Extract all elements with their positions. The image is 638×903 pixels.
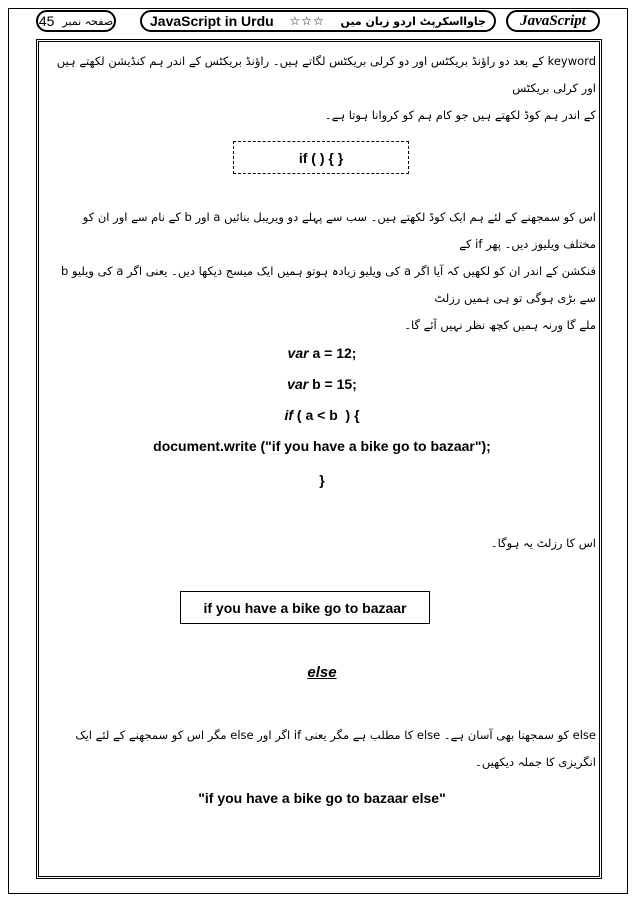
code-line-4: document.write ("if you have a bike go to bazaar"); (153, 438, 491, 454)
paragraph-line: keyword کے بعد دو راؤنڈ بریکٹس اور دو کرلی بریکٹس لگاتے ہیں۔ راؤنڈ بریکٹس کے اندر ہم کنڈیشن لکھتے ہیں اور کرلی بریکٹس (56, 54, 596, 95)
code-text: b = 15; (308, 376, 357, 392)
syntax-box: if ( ) { } (233, 141, 409, 174)
paragraph-explanation (48, 204, 596, 339)
code-text: a = 12; (308, 345, 357, 361)
code-keyword: if (284, 407, 294, 423)
else-heading: else (307, 664, 337, 681)
brand-box (506, 10, 600, 32)
example-quote: "if you have a bike go to bazaar else" (198, 790, 446, 806)
page-number-label: صفحہ نمبر (62, 14, 114, 28)
paragraph-line: کے اندر ہم کوڈ لکھتے ہیں جو کام ہم کو کروانا ہوتا ہے۔ (324, 108, 596, 122)
paragraph-result-intro: اس کا رزلٹ یہ ہوگا۔ (490, 536, 596, 550)
paragraph-else: else کو سمجھنا بھی آسان ہے۔ else کا مطلب ہے مگر یعنی if اگر اور else مگر اس کو سمجھنے کے لئے ایک انگریزی کا جملہ دیکھیں۔ (75, 728, 596, 769)
code-line-5: } (319, 472, 325, 488)
title-english: JavaScript in Urdu (150, 13, 274, 29)
code-line-3 (48, 407, 596, 423)
star-icons: ☆☆☆ (289, 14, 325, 28)
code-keyword: var (287, 345, 309, 361)
page-number-box (36, 10, 116, 32)
code-keyword: var (287, 376, 309, 392)
title-urdu: جاوااسکرپٹ اردو زبان میں (340, 14, 486, 28)
paragraph-line: فنکشن کے اندر ان کو لکھیں کہ آیا اگر a کی ویلیو زیادہ ہوتو ہمیں ایک میسج دیکھا دیں۔ یعنی اگر a کی ویلیو b سے بڑی ہوگی تو ہی ہمیں رزلٹ (61, 264, 596, 305)
code-line-2 (48, 376, 596, 392)
brand-label: JavaScript (520, 12, 586, 29)
page-number: 45 (38, 13, 55, 29)
code-text: ( a < b ) { (293, 407, 360, 423)
result-box: if you have a bike go to bazaar (180, 591, 430, 624)
paragraph-line: ملے گا ورنہ ہمیں کچھ نظر نہیں آئے گا۔ (404, 318, 596, 332)
paragraph-intro (48, 48, 596, 129)
title-box (140, 10, 496, 32)
paragraph-line: اس کو سمجھنے کے لئے ہم ایک کوڈ لکھتے ہیں۔ سب سے پہلے دو ویریبل بنائیں a اور b کے نام سے اور ان کو مختلف ویلیوز دیں۔ پھر if کے (82, 210, 596, 251)
code-line-1 (48, 345, 596, 361)
page-header (36, 10, 600, 34)
